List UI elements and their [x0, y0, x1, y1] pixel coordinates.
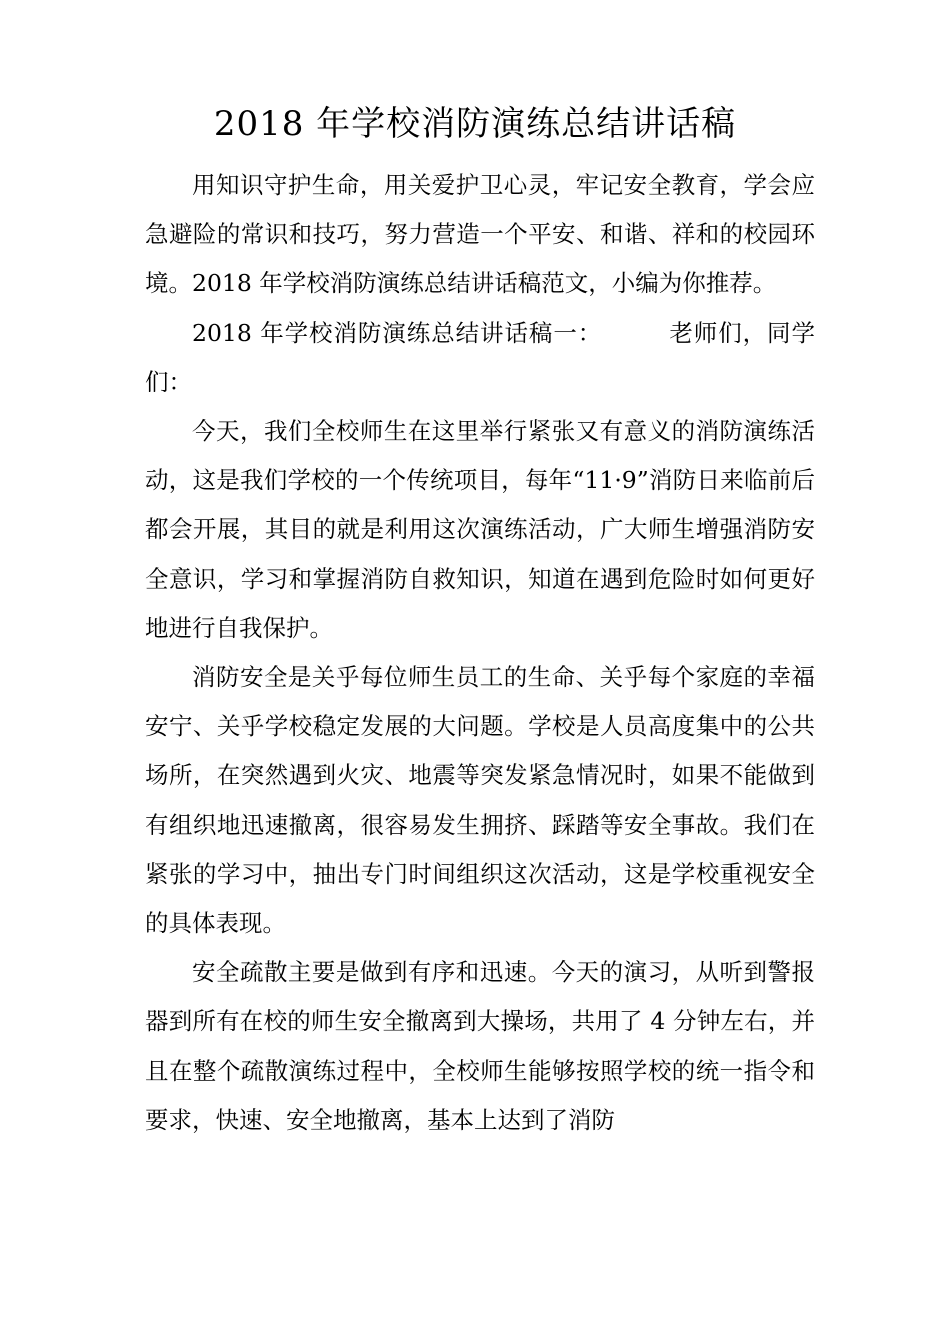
paragraph-intro: 用知识守护生命，用关爱护卫心灵，牢记安全教育，学会应急避险的常识和技巧，努力营造一个平安、和谐、祥和的校园环境。2018 年学校消防演练总结讲话稿范文，小编为你推荐。 [145, 171, 815, 298]
document-body [145, 161, 815, 1145]
paragraph-drill-purpose: 今天，我们全校师生在这里举行紧张又有意义的消防演练活动，这是我们学校的一个传统项目，每年“11·9”消防日来临前后都会开展，其目的就是利用这次演练活动，广大师生增强消防安全意识，学习和掌握消防自救知识，知道在遇到危险时如何更好地进行自我保护。 [145, 417, 815, 642]
document-title: 2018 年学校消防演练总结讲话稿 [213, 104, 737, 144]
paragraph-safety-importance: 消防安全是关乎每位师生员工的生命、关乎每个家庭的幸福安宁、关乎学校稳定发展的大问题。学校是人员高度集中的公共场所，在突然遇到火灾、地震等突发紧急情况时，如果不能做到有组织地迅速撤离，很容易发生拥挤、踩踏等安全事故。我们在紧张的学习中，抽出专门时间组织这次活动，这是学校重视安全的具体表现。 [145, 663, 815, 938]
paragraph-salutation: 2018 年学校消防演练总结讲话稿一： 老师们，同学们： [145, 318, 815, 396]
paragraph-evacuation: 安全疏散主要是做到有序和迅速。今天的演习，从听到警报器到所有在校的师生安全撤离到大操场，共用了 4 分钟左右，并且在整个疏散演练过程中，全校师生能够按照学校的统一指令和要求，快速、安全地撤离，基本上达到了消防 [145, 958, 815, 1134]
